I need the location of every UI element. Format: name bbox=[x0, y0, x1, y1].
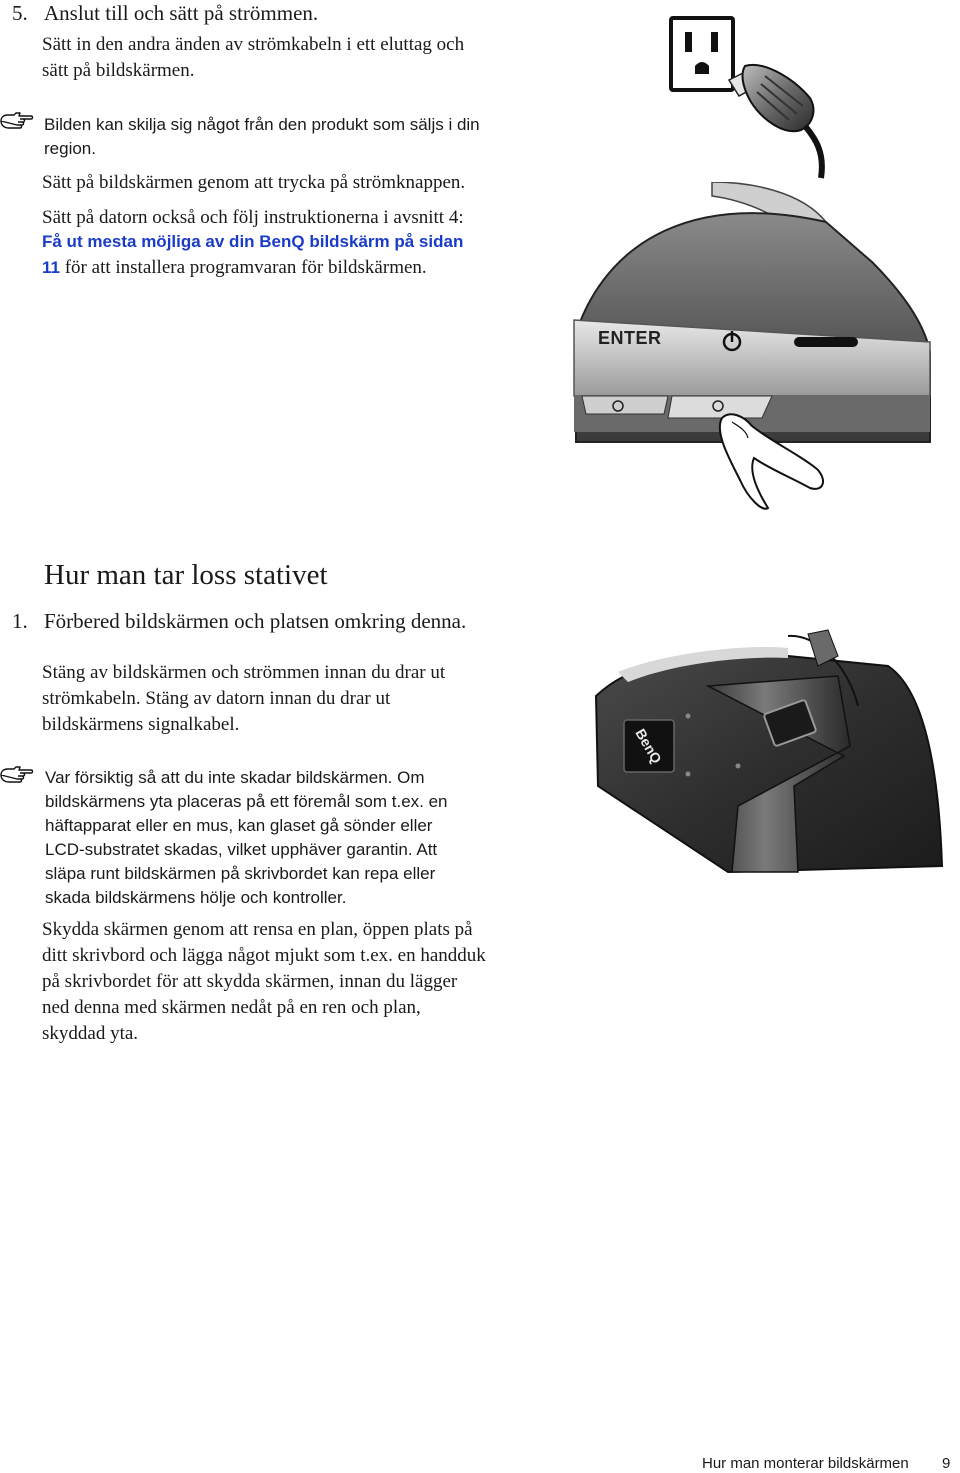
step-number: 1. bbox=[12, 609, 28, 633]
footer-title: Hur man monterar bildskärmen bbox=[702, 1455, 909, 1472]
outlet-plug-illustration bbox=[665, 14, 845, 182]
link-page-number[interactable]: 11 bbox=[42, 258, 60, 277]
section-heading: Hur man tar loss stativet bbox=[44, 559, 328, 591]
body-text: Sätt in den andra änden av strömkabeln i ett eluttag och bbox=[42, 34, 465, 55]
body-text-line bbox=[42, 255, 427, 281]
body-text: skyddad yta. bbox=[42, 1023, 139, 1044]
monitor-stand-illustration bbox=[588, 626, 946, 876]
link-text[interactable]: Få ut mesta möjliga av din BenQ bildskärm på sidan bbox=[42, 232, 464, 251]
note-text: skada bildskärmens hölje och kontroller. bbox=[45, 888, 347, 907]
monitor-buttons-illustration bbox=[572, 182, 932, 527]
body-text: ned denna med skärmen nedåt på en ren och plan, bbox=[42, 997, 421, 1018]
body-text: strömkabeln. Stäng av datorn innan du drar ut bbox=[42, 688, 391, 709]
body-text: bildskärmens signalkabel. bbox=[42, 714, 240, 735]
benq-logo: BenQ bbox=[632, 725, 665, 767]
cross-reference-link[interactable] bbox=[42, 229, 463, 255]
pointing-hand-icon bbox=[0, 766, 34, 786]
body-text: Skydda skärmen genom att rensa en plan, öppen plats på bbox=[42, 919, 473, 940]
note-text: bildskärmens yta placeras på ett föremål som t.ex. en bbox=[45, 792, 448, 811]
step-number: 5. bbox=[12, 1, 28, 25]
body-text: ditt skrivbord och lägga något mjukt som t.ex. en handduk bbox=[42, 945, 486, 966]
body-text: sätt på bildskärmen. bbox=[42, 60, 195, 81]
note-text: region. bbox=[44, 139, 96, 158]
note-text: släpa runt bildskärmen på skrivbordet kan repa eller bbox=[45, 864, 436, 883]
body-text: för att installera programvaran för bildskärmen. bbox=[59, 257, 427, 278]
note-text: Var försiktig så att du inte skadar bildskärmen. Om bbox=[45, 768, 425, 787]
note-text: LCD-substratet skadas, vilket upphäver garantin. Att bbox=[45, 840, 438, 859]
note-text: Bilden kan skilja sig något från den produkt som säljs i din bbox=[44, 115, 480, 134]
body-text: Stäng av bildskärmen och strömmen innan du drar ut bbox=[42, 662, 446, 683]
step-title: Anslut till och sätt på strömmen. bbox=[44, 1, 319, 25]
body-text: Sätt på bildskärmen genom att trycka på strömknappen. bbox=[42, 172, 466, 193]
body-text: på skrivbordet för att skydda skärmen, innan du lägger bbox=[42, 971, 458, 992]
body-text: Sätt på datorn också och följ instruktionerna i avsnitt 4: bbox=[42, 207, 464, 228]
page-number: 9 bbox=[942, 1455, 951, 1472]
note-text: häftapparat eller en mus, kan glaset gå sönder eller bbox=[45, 816, 433, 835]
enter-button-label: ENTER bbox=[598, 328, 662, 348]
step-title: Förbered bildskärmen och platsen omkring denna. bbox=[44, 609, 467, 633]
pointing-hand-icon bbox=[0, 112, 34, 132]
